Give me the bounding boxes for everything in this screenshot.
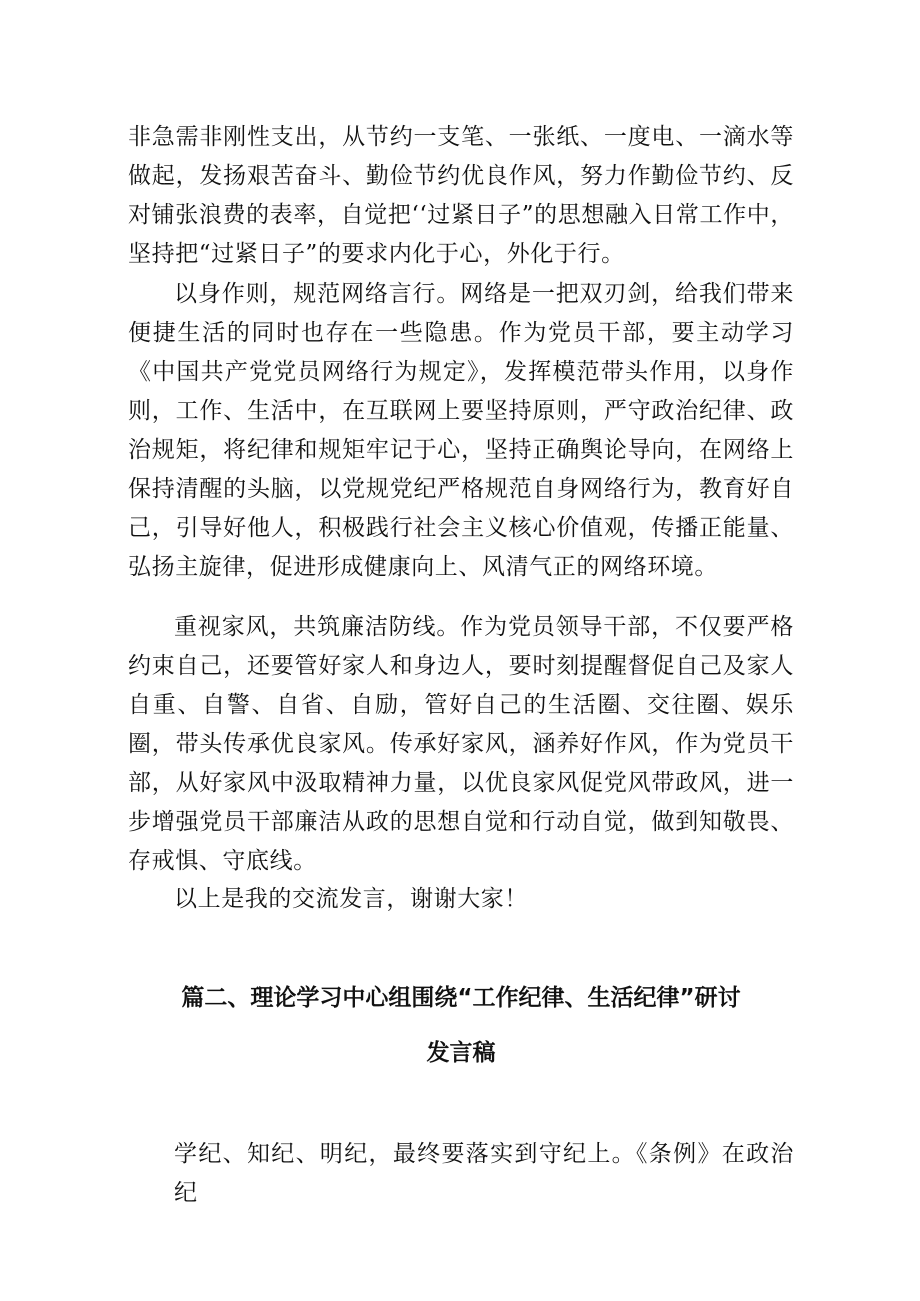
paragraph-frugality: 非急需非刚性支出，从节约一支笔、一张纸、一度电、一滴水等做起，发扬艰苦奋斗、勤俭节约优良作风，努力作勤俭节约、反对铺张浪费的表率，自觉把‘‘过紧日子”的思想融入日常工作中，坚持把“过紧日子”的要求内化于心，外化于行。 [128,124,794,267]
section-title-line2: 发言稿 [426,1040,496,1066]
section-title-line1: 篇二、理论学习中心组围绕“工作纪律、生活纪律”研讨 [181,985,741,1011]
paragraph-online-conduct: 以身作则，规范网络言行。网络是一把双刃剑，给我们带来便捷生活的同时也存在一些隐患。作为党员干部，要主动学习《中国共产党党员网络行为规定》，发挥模范带头作用，以身作则，工作、生活中，在互联网上要坚持原则，严守政治纪律、政治规矩，将纪律和规矩牢记于心，坚持正确舆论导向，在网络上保持清醒的头脑，以党规党纪严格规范自身网络行为，教育好自己，引导好他人，积极践行社会主义核心价值观，传播正能量、弘扬主旋律，促进形成健康向上、风清气正的网络环境。 [128,281,794,580]
paragraph-closing: 以上是我的交流发言，谢谢大家！ [174,886,528,912]
paragraph-discipline-intro: 学纪、知纪、明纪，最终要落实到守纪上。《条例》在政治纪 [174,1141,794,1206]
paragraph-family-tradition: 重视家风，共筑廉洁防线。作为党员领导干部，不仅要严格约束自己，还要管好家人和身边人，要时刻提醒督促自己及家人自重、自警、自省、自励，管好自己的生活圈、交往圈、娱乐圈，带头传承优良家风。传承好家风，涵养好作风，作为党员干部，从好家风中汲取精神力量，以优良家风促党风带政风，进一步增强党员干部廉洁从政的思想自觉和行动自觉，做到知敬畏、存戒惧、守底线。 [128,614,794,874]
